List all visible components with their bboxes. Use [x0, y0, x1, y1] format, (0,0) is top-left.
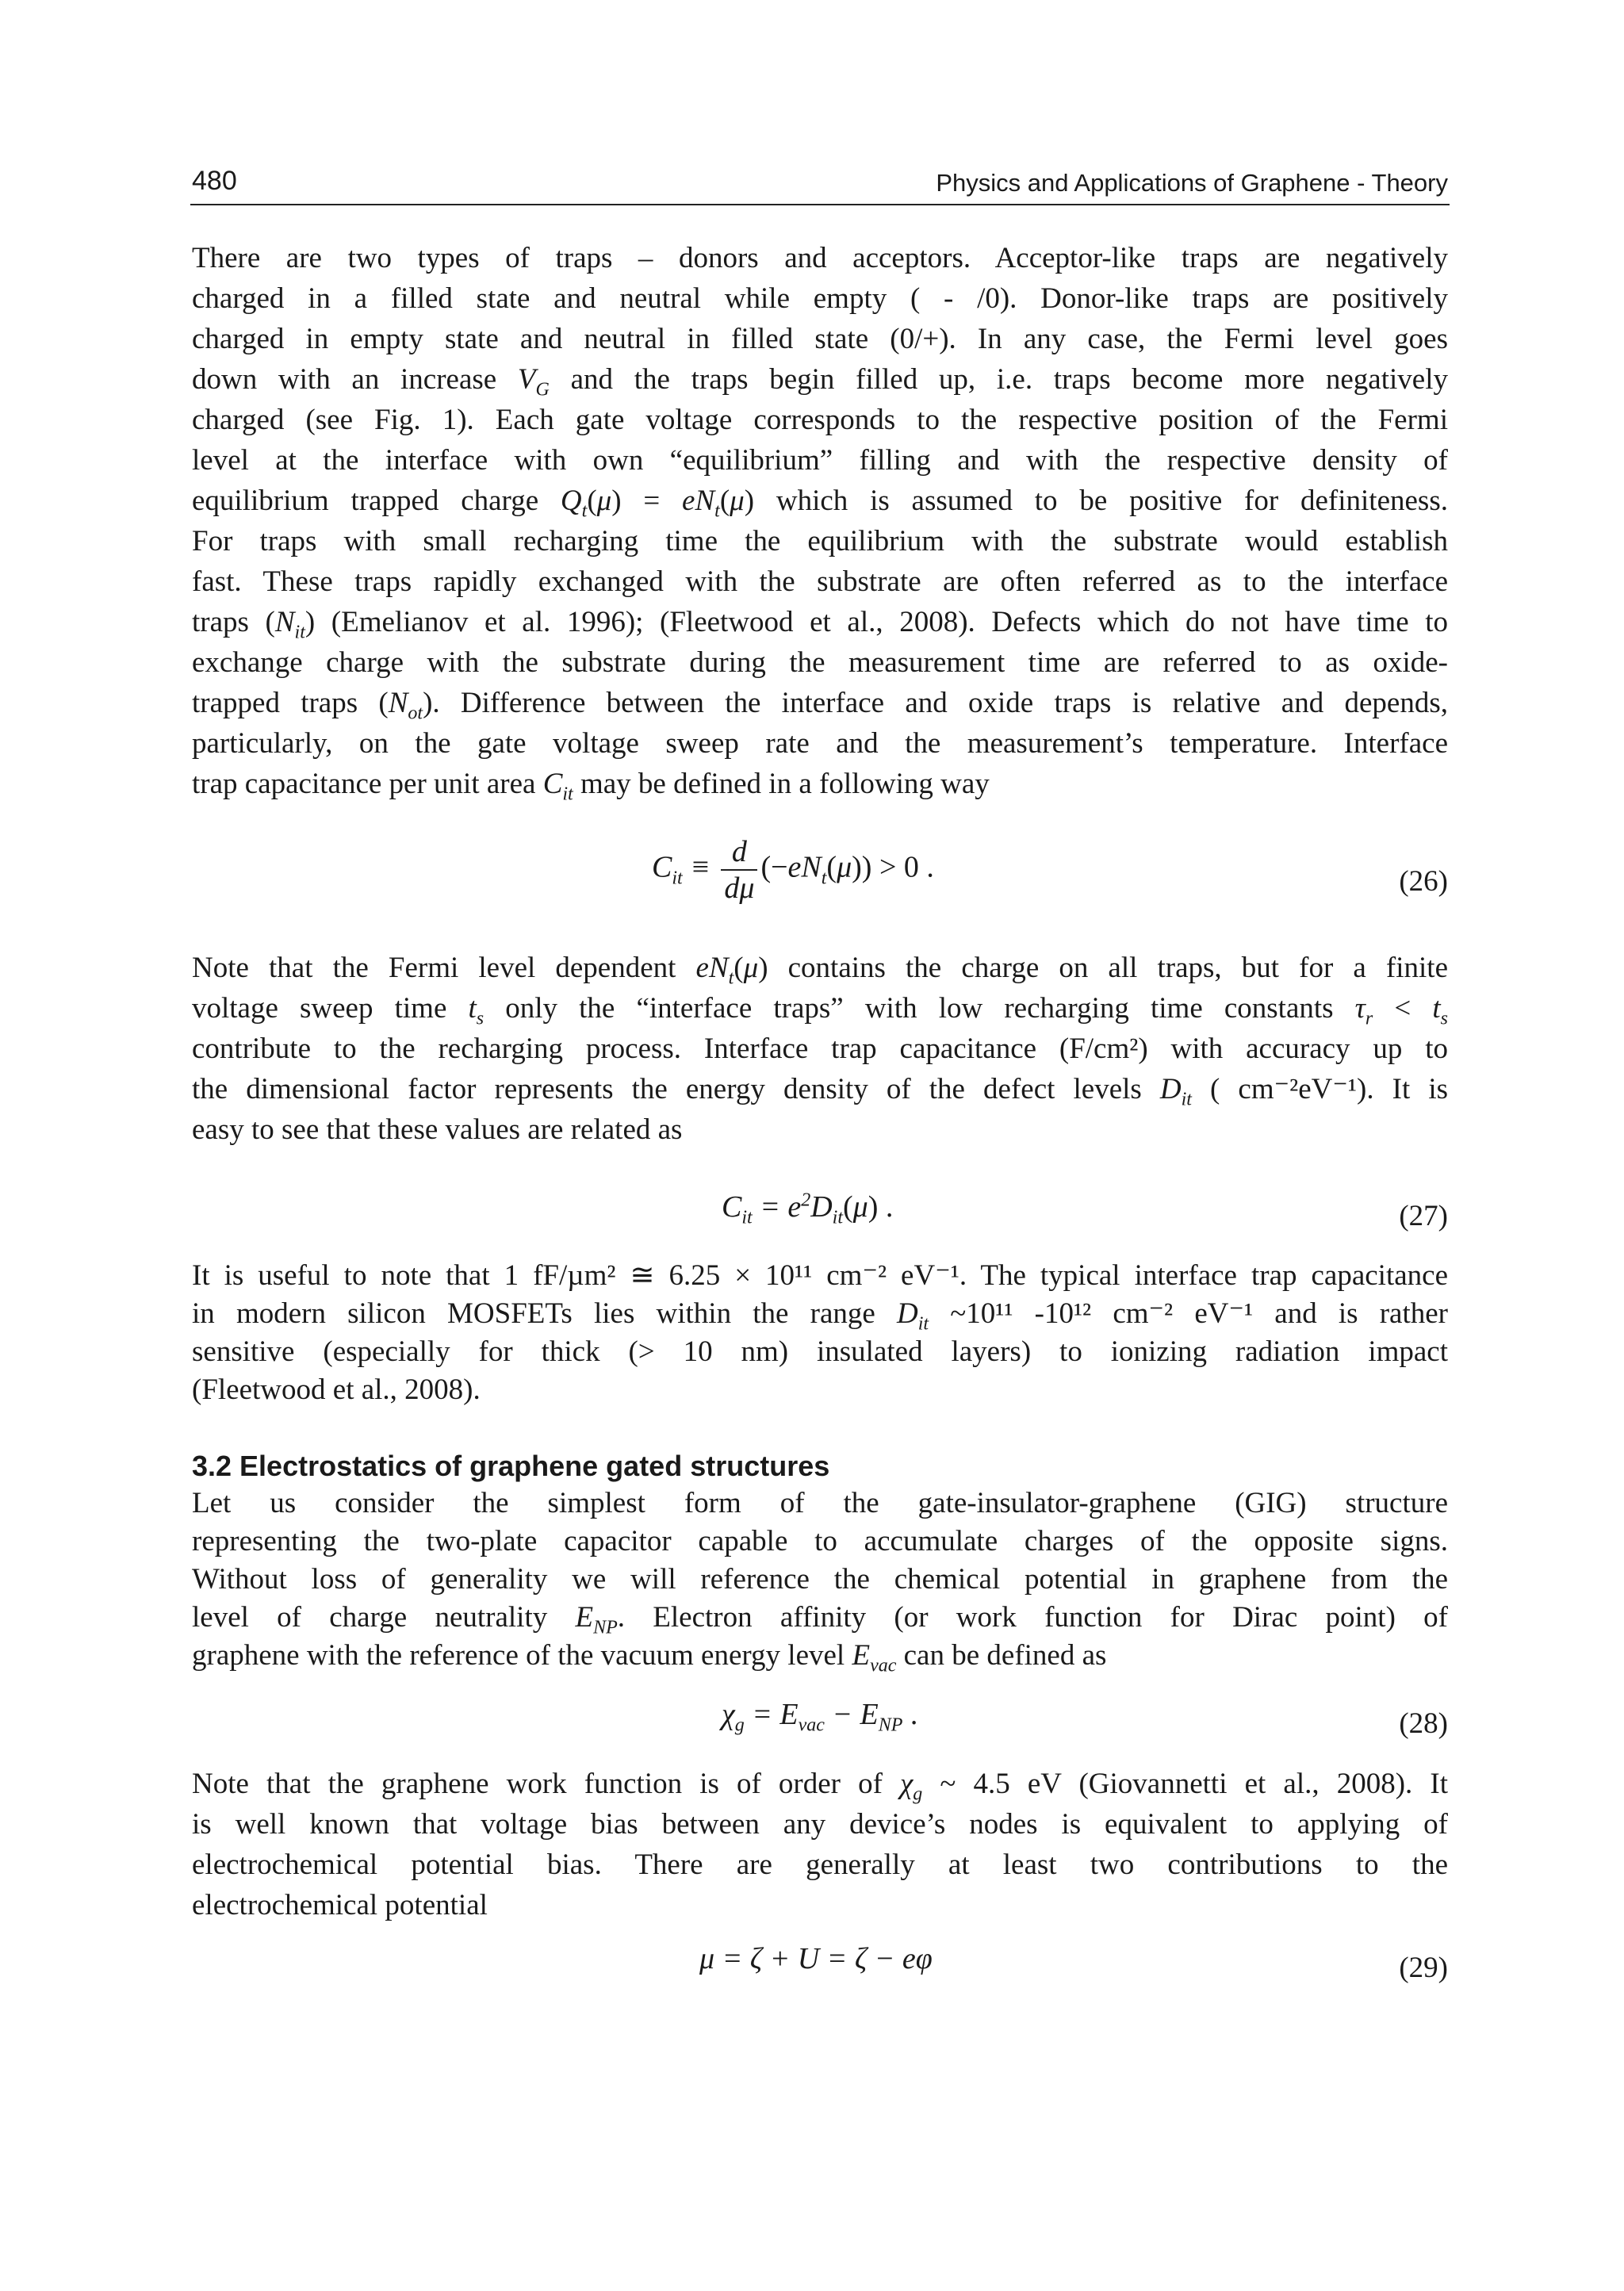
equation-28-number: (28)	[1399, 1707, 1448, 1740]
paragraph-interface-traps: Note that the Fermi level dependent $eN_t(\mu)$ contains the charge on all traps, but for a finite voltage sweep time $t_s$ only the “interface traps” with low recharging time constants $\tau_r < t_s$ contribute to the recharging process. Interface trap capacitance (F/cm²) with accuracy up to the dimensional factor represents the energy density of the defect levels $D_{it}$ ( cm⁻²eV⁻¹). It is easy to see that these values are related as	[192, 952, 1448, 1146]
section-heading: 3.2 Electrostatics of graphene gated structures	[192, 1450, 830, 1482]
equation-26-body: $C_{it}$ ≡ $\frac{d}{d\mu}$ $(-eN_t(\mu)) > 0$ .	[652, 835, 934, 905]
page-header	[190, 163, 1450, 205]
equation-26-number: (26)	[1399, 865, 1448, 898]
page-number: 480	[192, 166, 237, 196]
equation-29	[192, 1941, 1448, 2005]
equation-28	[192, 1697, 1448, 1760]
equation-27	[192, 1190, 1448, 1253]
equation-27-body: $C_{it} = e^2D_{it}(\mu)$ .	[722, 1190, 894, 1228]
paragraph-work-function: Note that the graphene work function is of order of $\chi_g$ ~ 4.5 eV (Giovannetti et al., 2008). It is well known that voltage bias between any device’s nodes is equivalent to applying of electrochemical potential bias. There are generally at least two contributions to the electrochemical potential	[192, 1768, 1448, 1921]
equation-27-number: (27)	[1399, 1200, 1448, 1232]
paragraph-gig-structure: Let us consider the simplest form of the gate-insulator-graphene (GIG) structure representing the two-plate capacitor capable to accumulate charges of the opposite signs. Without loss of generality we will reference the chemical potential in graphene from the level of charge neutrality $E_{NP}$. Electron affinity (or work function for Dirac point) of graphene with the reference of the vacuum energy level $E_{vac}$ can be defined as	[192, 1487, 1448, 1676]
paragraph-capacitance-note: It is useful to note that 1 fF/µm² ≅ 6.25 × 10¹¹ cm⁻² eV⁻¹. The typical interface trap capacitance in modern silicon MOSFETs lies within the range $D_{it}$ ~10¹¹ -10¹² cm⁻² eV⁻¹ and is rather sensitive (especially for thick (> 10 nm) insulated layers) to ionizing radiation impact (Fleetwood et al., 2008).	[192, 1259, 1448, 1406]
equation-28-body: $\chi_g = E_{vac} - E_{NP}$ .	[722, 1698, 918, 1736]
equation-29-body: μ = ζ + U = ζ − eφ	[699, 1942, 933, 1975]
paragraph-traps: There are two types of traps – donors and acceptors. Acceptor-like traps are negatively charged in a filled state and neutral while empty ( - /0). Donor-like traps are positively charged in empty state and neutral in filled state (0/+). In any case, the Fermi level goes down with an increase $V_G$ and the traps begin filled up, i.e. traps become more negatively charged (see Fig. 1). Each gate voltage corresponds to the respective position of the Fermi level at the interface with own “equilibrium” filling and with the respective density of equilibrium trapped charge $Q_t(\mu) = eN_t(\mu)$ which is assumed to be positive for definiteness. For traps with small recharging time the equilibrium with the substrate would establish fast. These traps rapidly exchanged with the substrate are often referred as to the interface traps $(N_{it})$ (Emelianov et al. 1996); (Fleetwood et al., 2008). Defects which do not have time to exchange charge with the substrate during the measurement time are referred to as oxide- trapped traps $(N_{ot})$. Difference between the interface and oxide traps is relative and depends, particularly, on the gate voltage sweep rate and the measurement’s temperature. Interface trap capacitance per unit area $C_{it}$ may be defined in a following way	[192, 242, 1448, 805]
equation-26	[192, 834, 1448, 921]
running-title: Physics and Applications of Graphene - Theory	[936, 169, 1448, 197]
equation-29-number: (29)	[1399, 1952, 1448, 1984]
